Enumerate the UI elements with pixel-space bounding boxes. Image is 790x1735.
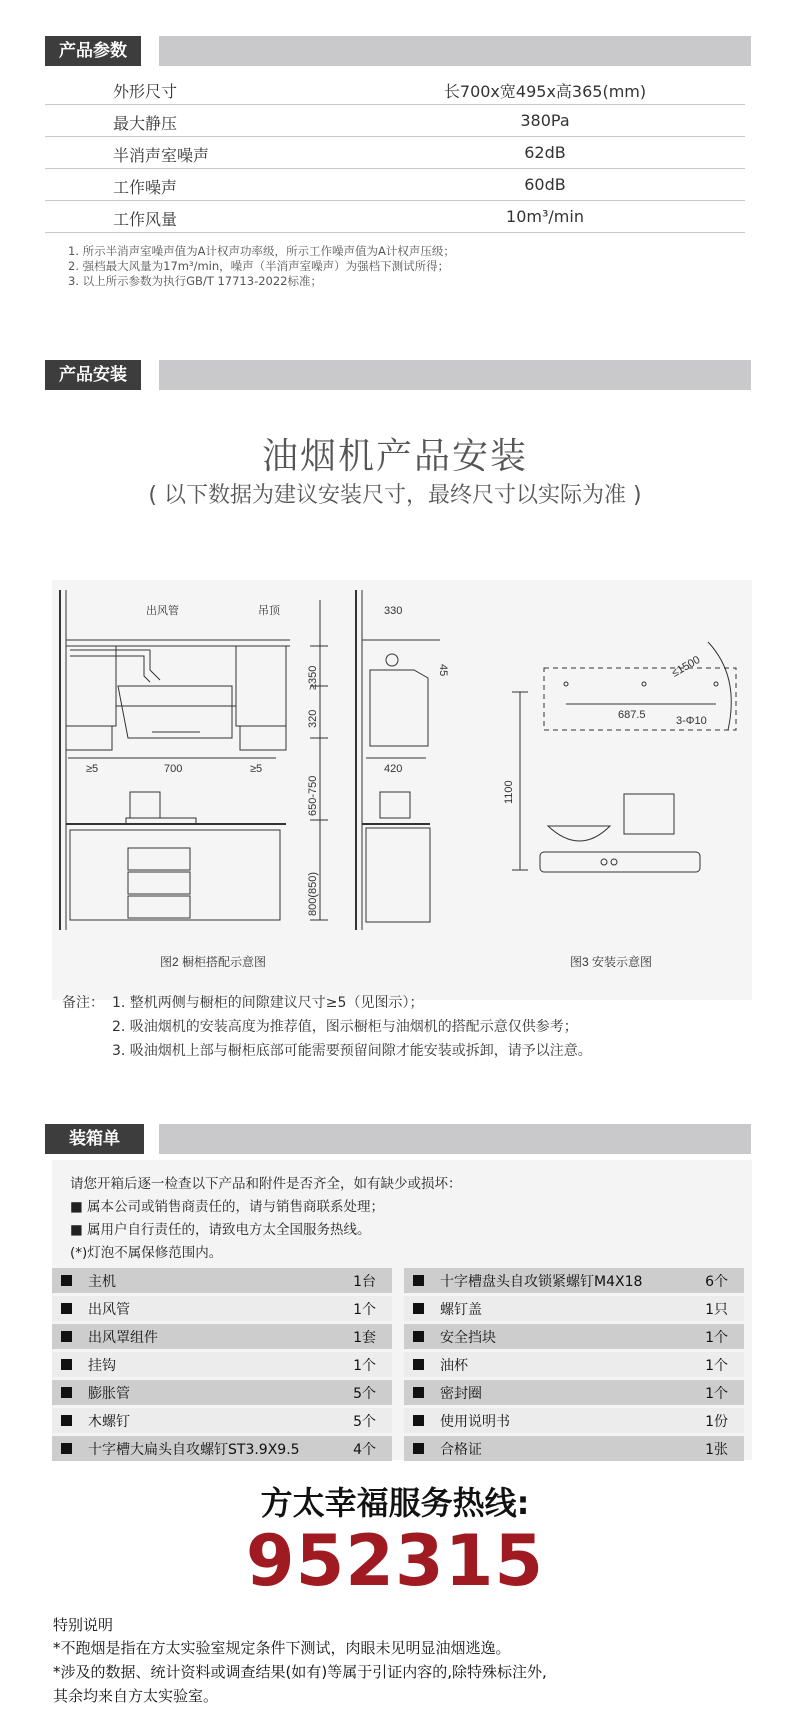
dim-depth-top: 330 [384, 605, 403, 617]
packing-item [52, 1296, 392, 1321]
packing-item-name: 油杯 [440, 1358, 468, 1374]
packing-item [404, 1324, 744, 1349]
bullet-square-icon [61, 1415, 72, 1426]
special-line: *不跑烟是指在方太实验室规定条件下测试，肉眼未见明显油烟逃逸。 [53, 1639, 511, 1657]
packing-item-qty: 1个 [353, 1358, 376, 1374]
bullet-square-icon [61, 1275, 72, 1286]
dim-depth-45: 45 [437, 664, 449, 677]
remark-item: 1. 整机两侧与橱柜的间隙建议尺寸≥5（见图示）； [112, 995, 424, 1011]
packing-item-qty: 1个 [705, 1386, 728, 1402]
dim-install: 650-750 [307, 775, 319, 816]
param-note: 3. 以上所示参数为执行GB/T 17713-2022标准； [68, 274, 322, 288]
dim-side-left: ≥5 [86, 763, 99, 775]
header-bar [159, 360, 751, 390]
bullet-square-icon [61, 1387, 72, 1398]
hotline-number: 952315 [245, 1520, 545, 1602]
bullet-square-icon [61, 1331, 72, 1342]
param-value: 60dB [524, 175, 566, 194]
param-note: 2. 强档最大风量为17m³/min，噪声（半消声室噪声）为强档下测试所得； [68, 259, 450, 273]
install-title: 油烟机产品安装 [261, 436, 528, 477]
packing-item-name: 出风管 [88, 1302, 130, 1318]
packing-item-name: 十字槽盘头自攻锁紧螺钉M4X18 [440, 1274, 643, 1290]
header-bar [159, 36, 751, 66]
bullet-square-icon [61, 1443, 72, 1454]
caption-fig3: 图3 安装示意图 [570, 955, 653, 969]
packing-item-qty: 1张 [705, 1442, 728, 1458]
packing-item [52, 1408, 392, 1433]
special-title: 特别说明 [53, 1616, 114, 1634]
caption-fig2: 图2 橱柜搭配示意图 [160, 955, 267, 969]
dim-width: 700 [164, 763, 183, 775]
param-row [45, 137, 745, 169]
bullet-square-icon [61, 1359, 72, 1370]
param-value: 长700x宽495x高365(mm) [443, 82, 647, 101]
dim-hole-span: 687.5 [618, 709, 646, 721]
param-note: 1. 所示半消声室噪声值为A计权声功率级，所示工作噪声值为A计权声压级； [68, 244, 455, 258]
param-row [45, 169, 745, 201]
diagram-background [52, 580, 752, 1000]
params-header-label: 产品参数 [45, 36, 141, 66]
packing-item [52, 1352, 392, 1377]
bullet-square-icon [413, 1415, 424, 1426]
bullet-square-icon [413, 1275, 424, 1286]
packing-item-qty: 1个 [353, 1302, 376, 1318]
packing-item-name: 木螺钉 [88, 1414, 130, 1430]
packing-item-qty: 5个 [353, 1386, 376, 1402]
dim-radius: ≤1500 [669, 653, 703, 680]
dim-depth: 420 [384, 763, 403, 775]
packing-item-name: 使用说明书 [440, 1414, 510, 1430]
params-section-header [45, 36, 751, 66]
packing-item [404, 1436, 744, 1461]
packing-item [404, 1268, 744, 1293]
param-label: 半消声室噪声 [113, 146, 210, 165]
packing-item-qty: 1个 [705, 1330, 728, 1346]
packing-item-name: 合格证 [440, 1442, 482, 1458]
remark-item: 3. 吸油烟机上部与橱柜底部可能需要预留间隙才能安装或拆卸，请予以注意。 [112, 1043, 592, 1059]
packing-section-header [45, 1124, 751, 1154]
packing-item [52, 1268, 392, 1293]
param-label: 外形尺寸 [113, 82, 178, 101]
dim-counter: 800(850) [307, 871, 319, 916]
param-value: 10m³/min [506, 207, 584, 226]
packing-item-qty: 5个 [353, 1414, 376, 1430]
packing-item-name: 主机 [88, 1274, 116, 1290]
param-label: 工作噪声 [113, 178, 178, 197]
packing-intro: ■ 属用户自行责任的，请致电方太全国服务热线。 [70, 1222, 371, 1238]
param-label: 工作风量 [113, 210, 178, 229]
dim-total-height: 1100 [503, 780, 515, 804]
install-section-header [45, 360, 751, 390]
label-ceiling: 吊顶 [258, 605, 280, 617]
packing-item-qty: 6个 [705, 1274, 728, 1290]
packing-header-label: 装箱单 [45, 1124, 144, 1154]
bullet-square-icon [61, 1303, 72, 1314]
packing-item-name: 安全挡块 [440, 1330, 496, 1346]
packing-item [52, 1380, 392, 1405]
param-value: 62dB [524, 143, 566, 162]
packing-intro: 请您开箱后逐一检查以下产品和附件是否齐全，如有缺少或损坏： [70, 1176, 462, 1192]
packing-item-name: 膨胀管 [88, 1386, 130, 1402]
packing-item-name: 挂钩 [88, 1358, 116, 1374]
header-bar [159, 1124, 751, 1154]
bullet-square-icon [413, 1303, 424, 1314]
installation-diagram [0, 580, 790, 1000]
dim-side-right: ≥5 [250, 763, 263, 775]
packing-item-qty: 1只 [705, 1302, 728, 1318]
packing-item-qty: 1个 [705, 1358, 728, 1374]
packing-item-name: 出风罩组件 [88, 1330, 158, 1346]
bullet-square-icon [413, 1331, 424, 1342]
install-header-label: 产品安装 [45, 360, 141, 390]
param-value: 380Pa [520, 111, 570, 130]
label-duct: 出风管 [146, 605, 179, 617]
packing-item-name: 螺钉盖 [440, 1302, 482, 1318]
packing-item-name: 十字槽大扁头自攻螺钉ST3.9X9.5 [88, 1442, 300, 1458]
bullet-square-icon [413, 1387, 424, 1398]
packing-item [404, 1296, 744, 1321]
packing-item-qty: 1份 [705, 1414, 728, 1430]
packing-item [404, 1380, 744, 1405]
packing-item [404, 1408, 744, 1433]
install-subtitle: ( 以下数据为建议安装尺寸，最终尺寸以实际为准 ) [148, 483, 642, 508]
packing-item-name: 密封圈 [440, 1386, 482, 1402]
dim-gap-top: ≥350 [307, 665, 319, 690]
param-row [45, 201, 745, 233]
dim-height: 320 [307, 709, 319, 728]
bullet-square-icon [413, 1443, 424, 1454]
hotline-title: 方太幸福服务热线: [260, 1484, 530, 1522]
param-row [45, 73, 745, 105]
special-line: 其余均来自方太实验室。 [53, 1687, 219, 1705]
packing-item [52, 1324, 392, 1349]
remarks-label: 备注： [62, 995, 104, 1011]
packing-intro: (*)灯泡不属保修范围内。 [70, 1245, 223, 1261]
packing-item [404, 1352, 744, 1377]
param-row [45, 105, 745, 137]
packing-item [52, 1436, 392, 1461]
packing-item-qty: 1套 [353, 1330, 376, 1346]
packing-item-qty: 4个 [353, 1442, 376, 1458]
remark-item: 2. 吸油烟机的安装高度为推荐值，图示橱柜与油烟机的搭配示意仅供参考； [112, 1019, 578, 1035]
packing-item-qty: 1台 [353, 1274, 376, 1290]
dim-holes: 3-Φ10 [676, 715, 707, 727]
special-line: *涉及的数据、统计资料或调查结果(如有)等属于引证内容的,除特殊标注外, [53, 1663, 547, 1681]
param-label: 最大静压 [113, 114, 178, 133]
packing-intro: ■ 属本公司或销售商责任的，请与销售商联系处理； [70, 1199, 385, 1215]
bullet-square-icon [413, 1359, 424, 1370]
